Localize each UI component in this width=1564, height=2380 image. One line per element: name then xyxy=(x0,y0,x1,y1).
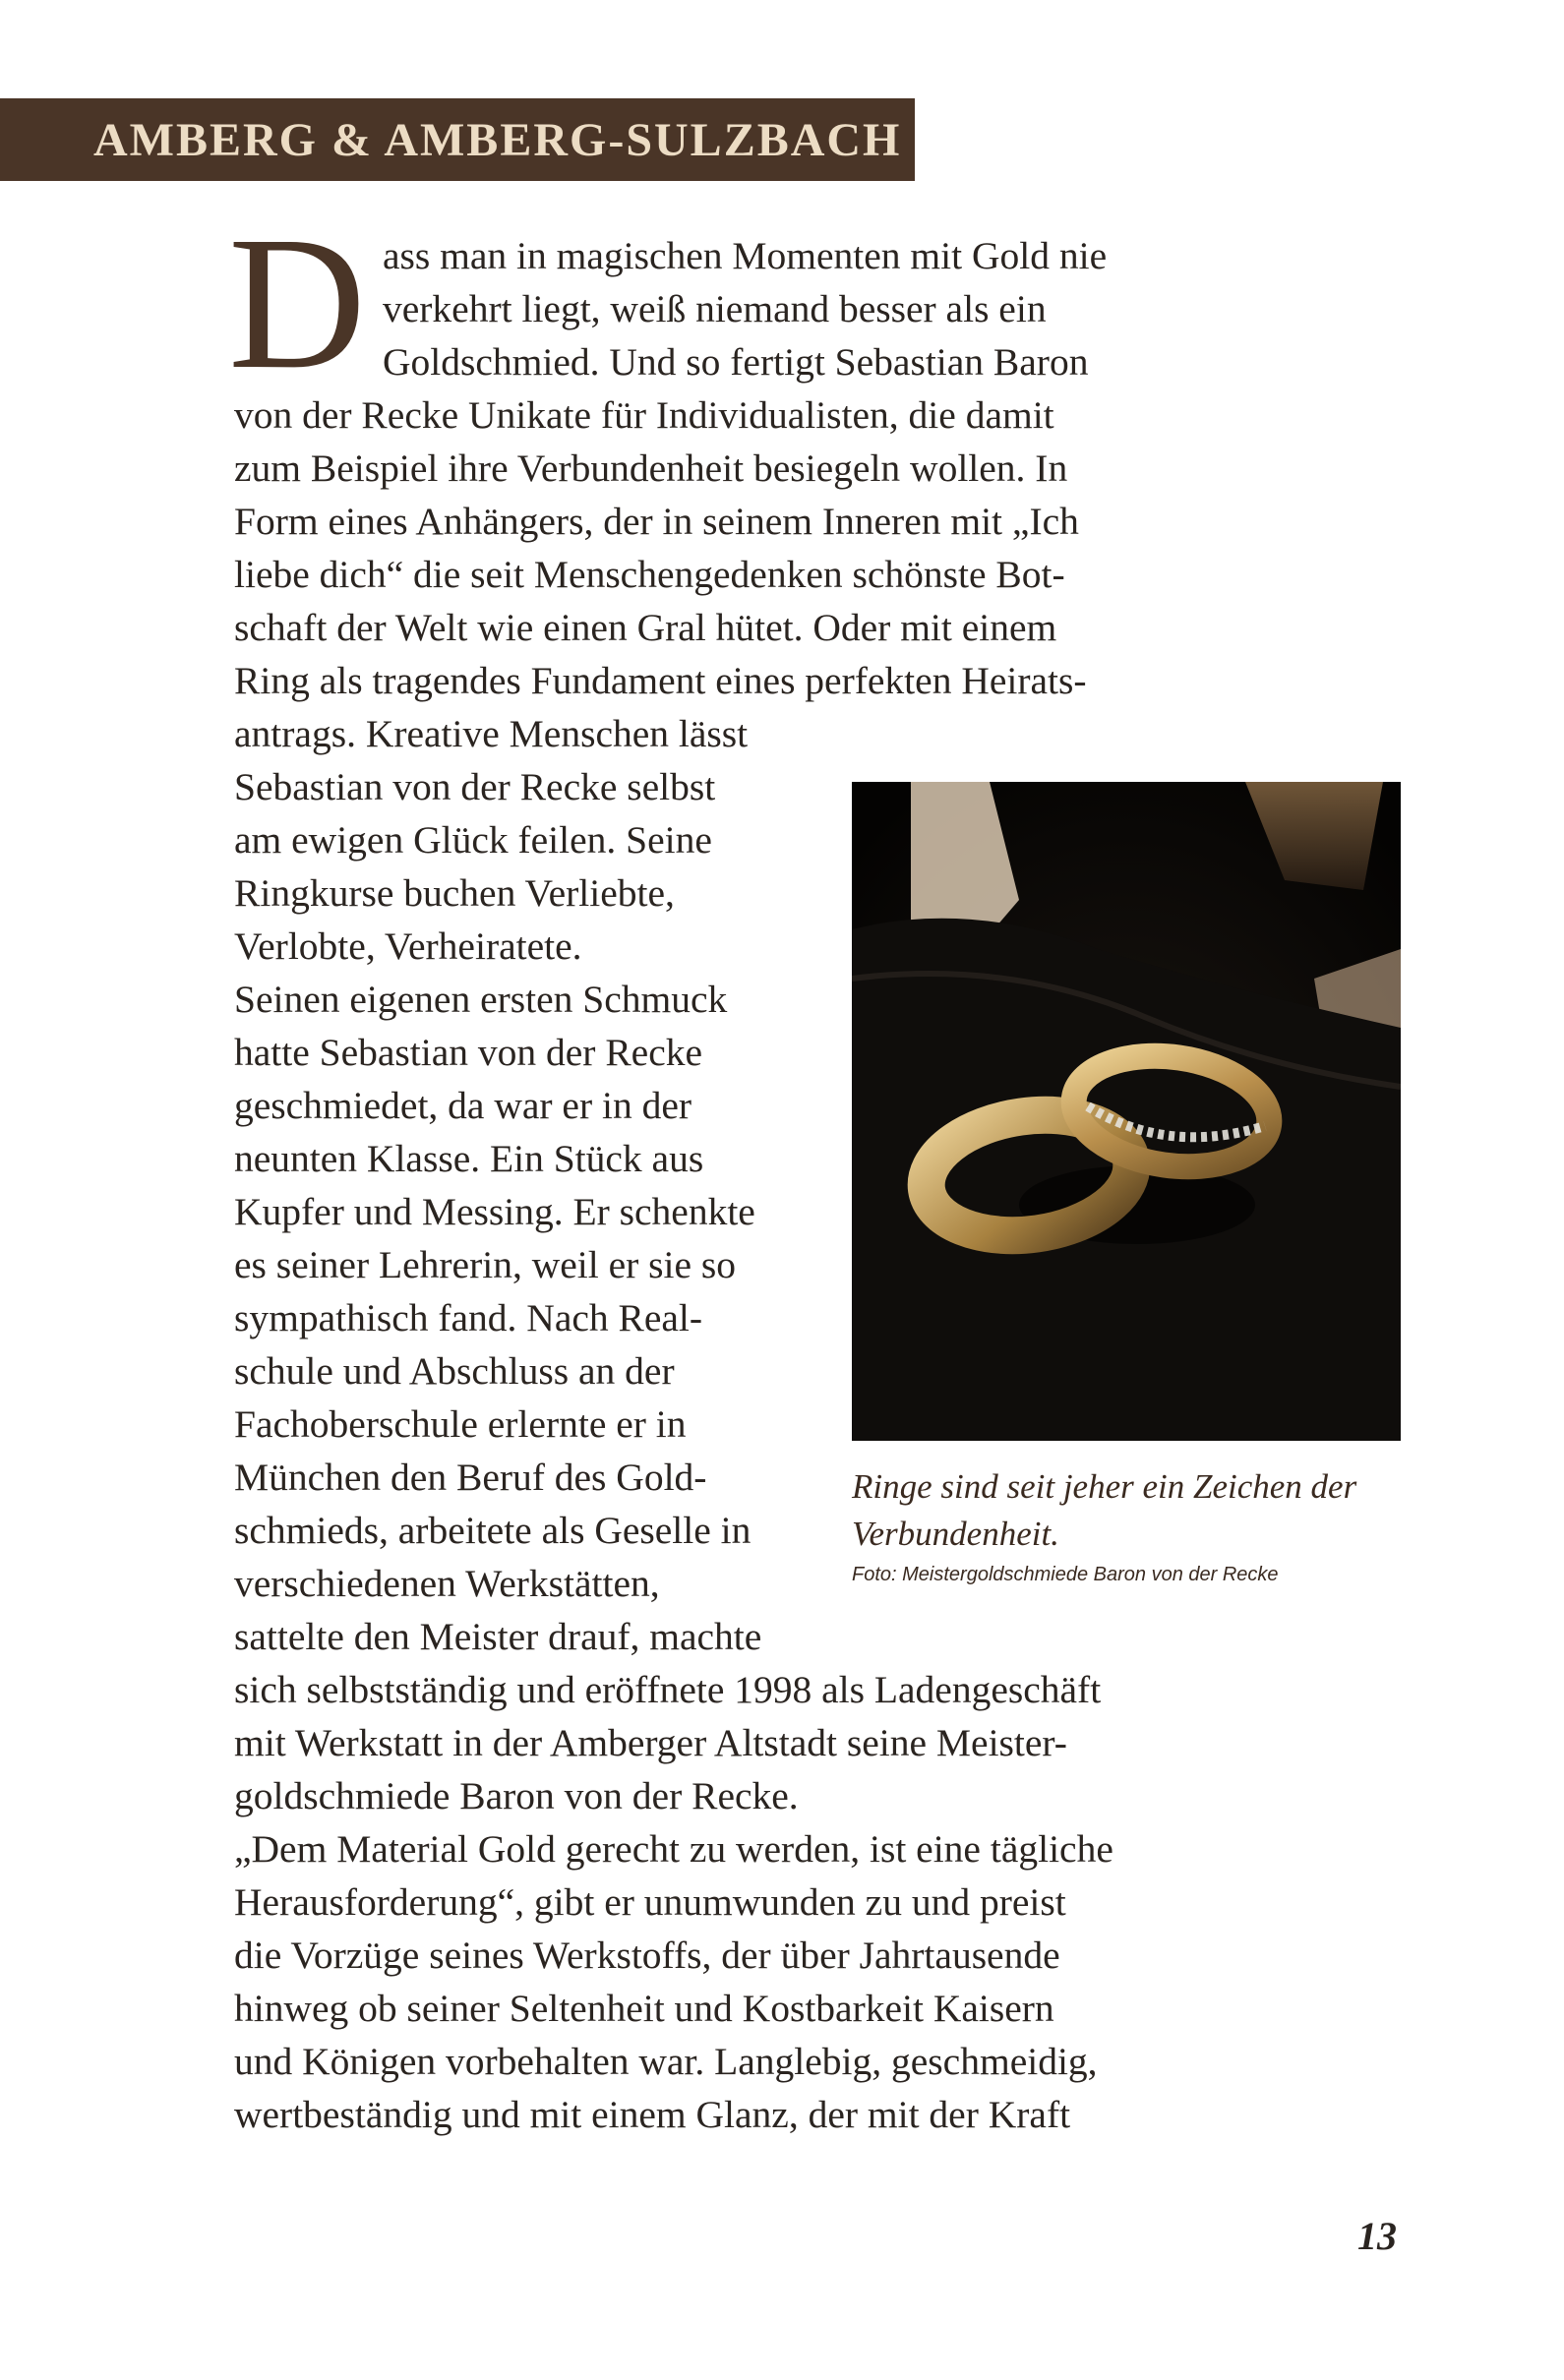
article-line: mit Werkstatt in der Amberger Altstadt seine Meister- xyxy=(234,1721,1067,1764)
drop-cap: D xyxy=(228,197,367,408)
article-line: antrags. Kreative Menschen lässt xyxy=(234,712,749,755)
article-line: sich selbstständig und eröffnete 1998 als Ladengeschäft xyxy=(234,1668,1102,1711)
article-line: und Königen vorbehalten war. Langlebig, geschmeidig, xyxy=(234,2040,1098,2083)
article-line: Seinen eigenen ersten Schmuck xyxy=(234,978,728,1021)
article-line: sympathisch fand. Nach Real- xyxy=(234,1296,703,1339)
article-line: am ewigen Glück feilen. Seine xyxy=(234,818,712,862)
article-line: von der Recke Unikate für Individualisten, die damit xyxy=(234,393,1054,437)
article-line: die Vorzüge seines Werkstoffs, der über Jahrtausende xyxy=(234,1934,1060,1977)
article-line: liebe dich“ die seit Menschengedenken schönste Bot- xyxy=(234,553,1065,596)
article-line: hinweg ob seiner Seltenheit und Kostbarkeit Kaisern xyxy=(234,1987,1054,2030)
article-line: Kupfer und Messing. Er schenkte xyxy=(234,1190,755,1233)
article-line: Goldschmied. Und so fertigt Sebastian Baron xyxy=(383,340,1089,384)
article-line: Herausforderung“, gibt er unumwunden zu und preist xyxy=(234,1880,1066,1924)
article-line: Sebastian von der Recke selbst xyxy=(234,765,716,808)
article-line: „Dem Material Gold gerecht zu werden, ist eine tägliche xyxy=(234,1827,1113,1871)
page-number: 13 xyxy=(1357,2214,1397,2258)
article-line: es seiner Lehrerin, weil er sie so xyxy=(234,1243,737,1286)
article-line: Ring als tragendes Fundament eines perfekten Heirats- xyxy=(234,659,1087,702)
article-line: zum Beispiel ihre Verbundenheit besiegeln wollen. In xyxy=(234,446,1068,490)
section-title: AMBERG & AMBERG-SULZBACH xyxy=(93,113,902,166)
rings-illustration xyxy=(852,782,1401,1441)
rings-photo xyxy=(852,782,1401,1441)
article-line: München den Beruf des Gold- xyxy=(234,1456,707,1499)
section-header xyxy=(0,98,915,181)
article-line: wertbeständig und mit einem Glanz, der mit der Kraft xyxy=(234,2093,1071,2136)
article-line: ass man in magischen Momenten mit Gold nie xyxy=(383,234,1108,277)
article-line: Fachoberschule erlernte er in xyxy=(234,1402,687,1446)
photo-caption-line: Verbundenheit. xyxy=(852,1515,1059,1553)
photo-caption-line: Ringe sind seit jeher ein Zeichen der xyxy=(852,1467,1357,1506)
article-line: Form eines Anhängers, der in seinem Inneren mit „Ich xyxy=(234,500,1079,543)
photo-credit: Foto: Meistergoldschmiede Baron von der Recke xyxy=(852,1564,1279,1585)
article-line: neunten Klasse. Ein Stück aus xyxy=(234,1137,704,1180)
article-line: verkehrt liegt, weiß niemand besser als ein xyxy=(383,287,1047,330)
article-line: Ringkurse buchen Verliebte, xyxy=(234,871,675,915)
article-line: verschiedenen Werkstätten, xyxy=(234,1562,660,1605)
article-line: hatte Sebastian von der Recke xyxy=(234,1031,703,1074)
article-line: schmieds, arbeitete als Geselle in xyxy=(234,1509,752,1552)
article-line: schaft der Welt wie einen Gral hütet. Oder mit einem xyxy=(234,606,1057,649)
article-line: Verlobte, Verheiratete. xyxy=(234,924,582,968)
article-line: geschmiedet, da war er in der xyxy=(234,1084,692,1127)
article-line: schule und Abschluss an der xyxy=(234,1349,675,1393)
article-line: goldschmiede Baron von der Recke. xyxy=(234,1774,799,1817)
article-line: sattelte den Meister drauf, machte xyxy=(234,1615,762,1658)
